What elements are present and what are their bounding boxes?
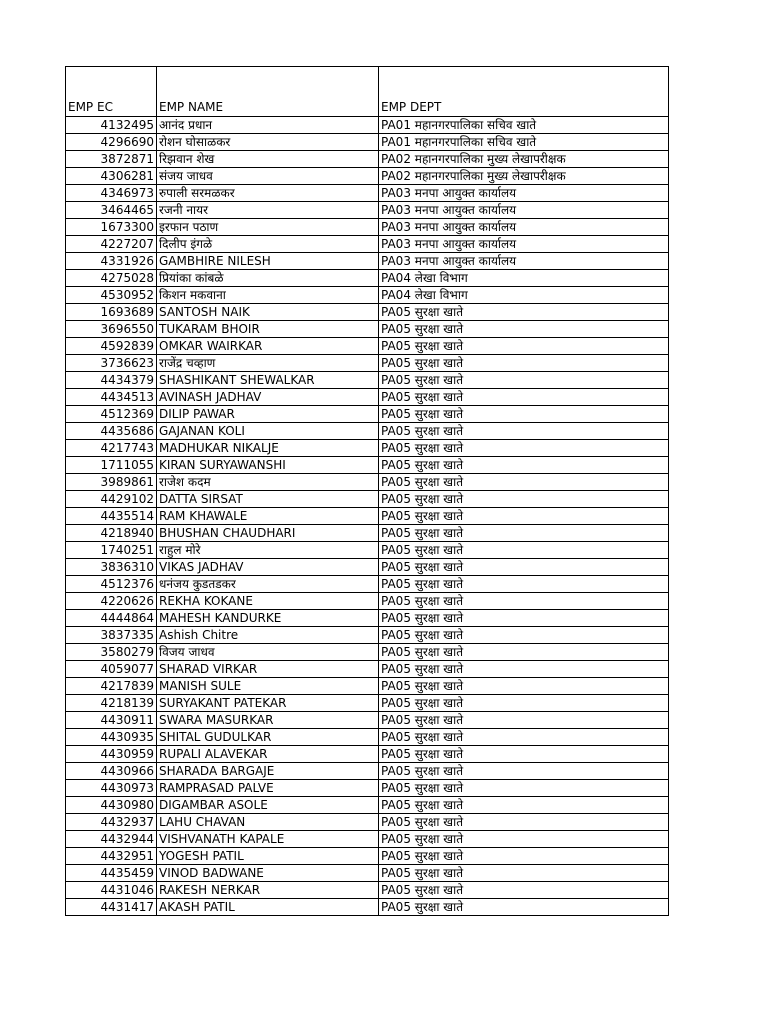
table-row: [66, 474, 669, 491]
table-row: [66, 202, 669, 219]
table-row: [66, 525, 669, 542]
table-row: [66, 559, 669, 576]
cell-emp-name: VIKAS JADHAV: [157, 559, 379, 576]
cell-emp-dept: PA05 सुरक्षा खाते: [379, 355, 669, 372]
table-row: [66, 406, 669, 423]
cell-emp-dept: PA05 सुरक्षा खाते: [379, 474, 669, 491]
cell-emp-dept: PA05 सुरक्षा खाते: [379, 542, 669, 559]
cell-emp-ec: 4430980: [66, 797, 157, 814]
cell-emp-ec: 4430959: [66, 746, 157, 763]
cell-emp-name: RUPALI ALAVEKAR: [157, 746, 379, 763]
cell-emp-name: SHASHIKANT SHEWALKAR: [157, 372, 379, 389]
cell-emp-ec: 4227207: [66, 236, 157, 253]
cell-emp-name: RAKESH NERKAR: [157, 882, 379, 899]
cell-emp-ec: 4132495: [66, 117, 157, 134]
table-row: [66, 185, 669, 202]
cell-emp-name: SANTOSH NAIK: [157, 304, 379, 321]
cell-emp-ec: 1711055: [66, 457, 157, 474]
cell-emp-ec: 3836310: [66, 559, 157, 576]
cell-emp-ec: 3736623: [66, 355, 157, 372]
cell-emp-ec: 4512369: [66, 406, 157, 423]
cell-emp-name: रिझवान शेख: [157, 151, 379, 168]
cell-emp-name: LAHU CHAVAN: [157, 814, 379, 831]
table-row: [66, 440, 669, 457]
cell-emp-name: VISHVANATH KAPALE: [157, 831, 379, 848]
cell-emp-name: आनंद प्रधान: [157, 117, 379, 134]
cell-emp-dept: PA03 मनपा आयुक्त कार्यालय: [379, 253, 669, 270]
cell-emp-name: रजनी नायर: [157, 202, 379, 219]
table-row: [66, 814, 669, 831]
table-row: [66, 253, 669, 270]
cell-emp-dept: PA05 सुरक्षा खाते: [379, 321, 669, 338]
cell-emp-name: REKHA KOKANE: [157, 593, 379, 610]
cell-emp-ec: 4430966: [66, 763, 157, 780]
cell-emp-ec: 1740251: [66, 542, 157, 559]
table-row: [66, 763, 669, 780]
table-row: [66, 219, 669, 236]
cell-emp-name: BHUSHAN CHAUDHARI: [157, 525, 379, 542]
cell-emp-name: YOGESH PATIL: [157, 848, 379, 865]
cell-emp-ec: 4331926: [66, 253, 157, 270]
table-row: [66, 355, 669, 372]
table-row: [66, 423, 669, 440]
cell-emp-name: OMKAR WAIRKAR: [157, 338, 379, 355]
table-row: [66, 746, 669, 763]
cell-emp-name: राजेंद्र चव्हाण: [157, 355, 379, 372]
cell-emp-dept: PA03 मनपा आयुक्त कार्यालय: [379, 219, 669, 236]
cell-emp-name: GAMBHIRE NILESH: [157, 253, 379, 270]
cell-emp-dept: PA05 सुरक्षा खाते: [379, 644, 669, 661]
cell-emp-ec: 4435686: [66, 423, 157, 440]
table-row: [66, 780, 669, 797]
cell-emp-dept: PA05 सुरक्षा खाते: [379, 559, 669, 576]
cell-emp-ec: 4275028: [66, 270, 157, 287]
cell-emp-name: MAHESH KANDURKE: [157, 610, 379, 627]
table-row: [66, 865, 669, 882]
cell-emp-ec: 4430973: [66, 780, 157, 797]
cell-emp-ec: 1693689: [66, 304, 157, 321]
cell-emp-name: प्रियांका कांबळे: [157, 270, 379, 287]
cell-emp-dept: PA05 सुरक्षा खाते: [379, 814, 669, 831]
cell-emp-name: संजय जाधव: [157, 168, 379, 185]
header-emp-dept: EMP DEPT: [379, 67, 669, 117]
cell-emp-ec: 4430935: [66, 729, 157, 746]
cell-emp-ec: 4430911: [66, 712, 157, 729]
table-row: [66, 321, 669, 338]
cell-emp-name: AVINASH JADHAV: [157, 389, 379, 406]
cell-emp-dept: PA05 सुरक्षा खाते: [379, 831, 669, 848]
cell-emp-name: इरफान पठाण: [157, 219, 379, 236]
cell-emp-dept: PA02 महानगरपालिका मुख्य लेखापरीक्षक: [379, 151, 669, 168]
cell-emp-dept: PA05 सुरक्षा खाते: [379, 406, 669, 423]
cell-emp-ec: 4435459: [66, 865, 157, 882]
cell-emp-ec: 4217839: [66, 678, 157, 695]
cell-emp-dept: PA05 सुरक्षा खाते: [379, 627, 669, 644]
cell-emp-dept: PA05 सुरक्षा खाते: [379, 729, 669, 746]
table-row: [66, 338, 669, 355]
cell-emp-dept: PA05 सुरक्षा खाते: [379, 423, 669, 440]
cell-emp-ec: 4432944: [66, 831, 157, 848]
cell-emp-name: SHARAD VIRKAR: [157, 661, 379, 678]
cell-emp-ec: 4218940: [66, 525, 157, 542]
cell-emp-name: SHITAL GUDULKAR: [157, 729, 379, 746]
cell-emp-dept: PA05 सुरक्षा खाते: [379, 525, 669, 542]
table-row: [66, 712, 669, 729]
cell-emp-name: RAMPRASAD PALVE: [157, 780, 379, 797]
table-row: [66, 831, 669, 848]
cell-emp-dept: PA05 सुरक्षा खाते: [379, 491, 669, 508]
cell-emp-dept: PA05 सुरक्षा खाते: [379, 593, 669, 610]
cell-emp-name: KIRAN SURYAWANSHI: [157, 457, 379, 474]
table-row: [66, 610, 669, 627]
cell-emp-dept: PA05 सुरक्षा खाते: [379, 389, 669, 406]
cell-emp-ec: 4306281: [66, 168, 157, 185]
cell-emp-dept: PA05 सुरक्षा खाते: [379, 865, 669, 882]
cell-emp-dept: PA05 सुरक्षा खाते: [379, 304, 669, 321]
cell-emp-dept: PA03 मनपा आयुक्त कार्यालय: [379, 236, 669, 253]
cell-emp-dept: PA01 महानगरपालिका सचिव खाते: [379, 134, 669, 151]
cell-emp-ec: 3872871: [66, 151, 157, 168]
header-emp-ec: EMP EC: [66, 67, 157, 117]
cell-emp-dept: PA05 सुरक्षा खाते: [379, 372, 669, 389]
cell-emp-dept: PA05 सुरक्षा खाते: [379, 797, 669, 814]
cell-emp-dept: PA05 सुरक्षा खाते: [379, 848, 669, 865]
table-row: [66, 695, 669, 712]
cell-emp-name: GAJANAN KOLI: [157, 423, 379, 440]
cell-emp-ec: 4435514: [66, 508, 157, 525]
cell-emp-ec: 4218139: [66, 695, 157, 712]
table-row: [66, 627, 669, 644]
cell-emp-dept: PA04 लेखा विभाग: [379, 270, 669, 287]
cell-emp-ec: 4217743: [66, 440, 157, 457]
table-row: [66, 151, 669, 168]
header-row: [66, 67, 669, 117]
cell-emp-ec: 4296690: [66, 134, 157, 151]
cell-emp-name: रुपाली सरमळकर: [157, 185, 379, 202]
table-row: [66, 729, 669, 746]
cell-emp-name: राहुल मोरे: [157, 542, 379, 559]
table-row: [66, 644, 669, 661]
cell-emp-dept: PA05 सुरक्षा खाते: [379, 610, 669, 627]
cell-emp-dept: PA05 सुरक्षा खाते: [379, 899, 669, 916]
cell-emp-ec: 4431417: [66, 899, 157, 916]
cell-emp-ec: 1673300: [66, 219, 157, 236]
cell-emp-dept: PA05 सुरक्षा खाते: [379, 678, 669, 695]
cell-emp-ec: 3837335: [66, 627, 157, 644]
table-row: [66, 134, 669, 151]
table-row: [66, 287, 669, 304]
table-row: [66, 899, 669, 916]
table-row: [66, 270, 669, 287]
cell-emp-name: MADHUKAR NIKALJE: [157, 440, 379, 457]
cell-emp-ec: 4432937: [66, 814, 157, 831]
cell-emp-name: SURYAKANT PATEKAR: [157, 695, 379, 712]
cell-emp-ec: 4346973: [66, 185, 157, 202]
cell-emp-dept: PA05 सुरक्षा खाते: [379, 338, 669, 355]
cell-emp-ec: 4220626: [66, 593, 157, 610]
cell-emp-dept: PA05 सुरक्षा खाते: [379, 440, 669, 457]
cell-emp-ec: 4059077: [66, 661, 157, 678]
cell-emp-dept: PA02 महानगरपालिका मुख्य लेखापरीक्षक: [379, 168, 669, 185]
table-row: [66, 882, 669, 899]
cell-emp-name: धनंजय कुडतडकर: [157, 576, 379, 593]
table-row: [66, 542, 669, 559]
table-row: [66, 661, 669, 678]
cell-emp-ec: 4432951: [66, 848, 157, 865]
cell-emp-ec: 4429102: [66, 491, 157, 508]
cell-emp-ec: 4592839: [66, 338, 157, 355]
cell-emp-dept: PA04 लेखा विभाग: [379, 287, 669, 304]
table-row: [66, 304, 669, 321]
table-row: [66, 117, 669, 134]
cell-emp-name: AKASH PATIL: [157, 899, 379, 916]
employee-table-body: [66, 67, 669, 916]
cell-emp-ec: 4434379: [66, 372, 157, 389]
cell-emp-dept: PA05 सुरक्षा खाते: [379, 576, 669, 593]
table-row: [66, 508, 669, 525]
cell-emp-name: दिलीप इंगळे: [157, 236, 379, 253]
cell-emp-name: VINOD BADWANE: [157, 865, 379, 882]
cell-emp-name: विजय जाधव: [157, 644, 379, 661]
cell-emp-name: Ashish Chitre: [157, 627, 379, 644]
cell-emp-name: SHARADA BARGAJE: [157, 763, 379, 780]
cell-emp-ec: 3696550: [66, 321, 157, 338]
cell-emp-dept: PA05 सुरक्षा खाते: [379, 661, 669, 678]
cell-emp-ec: 4434513: [66, 389, 157, 406]
cell-emp-dept: PA05 सुरक्षा खाते: [379, 882, 669, 899]
cell-emp-ec: 4444864: [66, 610, 157, 627]
table-row: [66, 389, 669, 406]
table-row: [66, 593, 669, 610]
cell-emp-dept: PA05 सुरक्षा खाते: [379, 746, 669, 763]
table-row: [66, 168, 669, 185]
cell-emp-dept: PA05 सुरक्षा खाते: [379, 508, 669, 525]
cell-emp-dept: PA05 सुरक्षा खाते: [379, 695, 669, 712]
cell-emp-ec: 3464465: [66, 202, 157, 219]
cell-emp-dept: PA05 सुरक्षा खाते: [379, 712, 669, 729]
table-row: [66, 678, 669, 695]
cell-emp-ec: 4431046: [66, 882, 157, 899]
cell-emp-name: RAM KHAWALE: [157, 508, 379, 525]
employee-table: [65, 66, 669, 916]
cell-emp-dept: PA05 सुरक्षा खाते: [379, 780, 669, 797]
cell-emp-name: MANISH SULE: [157, 678, 379, 695]
cell-emp-name: SWARA MASURKAR: [157, 712, 379, 729]
cell-emp-name: TUKARAM BHOIR: [157, 321, 379, 338]
cell-emp-name: DIGAMBAR ASOLE: [157, 797, 379, 814]
cell-emp-name: रोशन घोसाळकर: [157, 134, 379, 151]
table-row: [66, 576, 669, 593]
cell-emp-dept: PA03 मनपा आयुक्त कार्यालय: [379, 185, 669, 202]
table-row: [66, 457, 669, 474]
table-row: [66, 491, 669, 508]
table-row: [66, 372, 669, 389]
cell-emp-name: राजेश कदम: [157, 474, 379, 491]
table-row: [66, 848, 669, 865]
cell-emp-ec: 4512376: [66, 576, 157, 593]
table-row: [66, 797, 669, 814]
cell-emp-ec: 4530952: [66, 287, 157, 304]
cell-emp-ec: 3580279: [66, 644, 157, 661]
cell-emp-name: DATTA SIRSAT: [157, 491, 379, 508]
cell-emp-ec: 3989861: [66, 474, 157, 491]
cell-emp-dept: PA03 मनपा आयुक्त कार्यालय: [379, 202, 669, 219]
cell-emp-name: किशन मकवाना: [157, 287, 379, 304]
cell-emp-dept: PA01 महानगरपालिका सचिव खाते: [379, 117, 669, 134]
table-row: [66, 236, 669, 253]
cell-emp-dept: PA05 सुरक्षा खाते: [379, 457, 669, 474]
header-emp-name: EMP NAME: [157, 67, 379, 117]
cell-emp-name: DILIP PAWAR: [157, 406, 379, 423]
cell-emp-dept: PA05 सुरक्षा खाते: [379, 763, 669, 780]
